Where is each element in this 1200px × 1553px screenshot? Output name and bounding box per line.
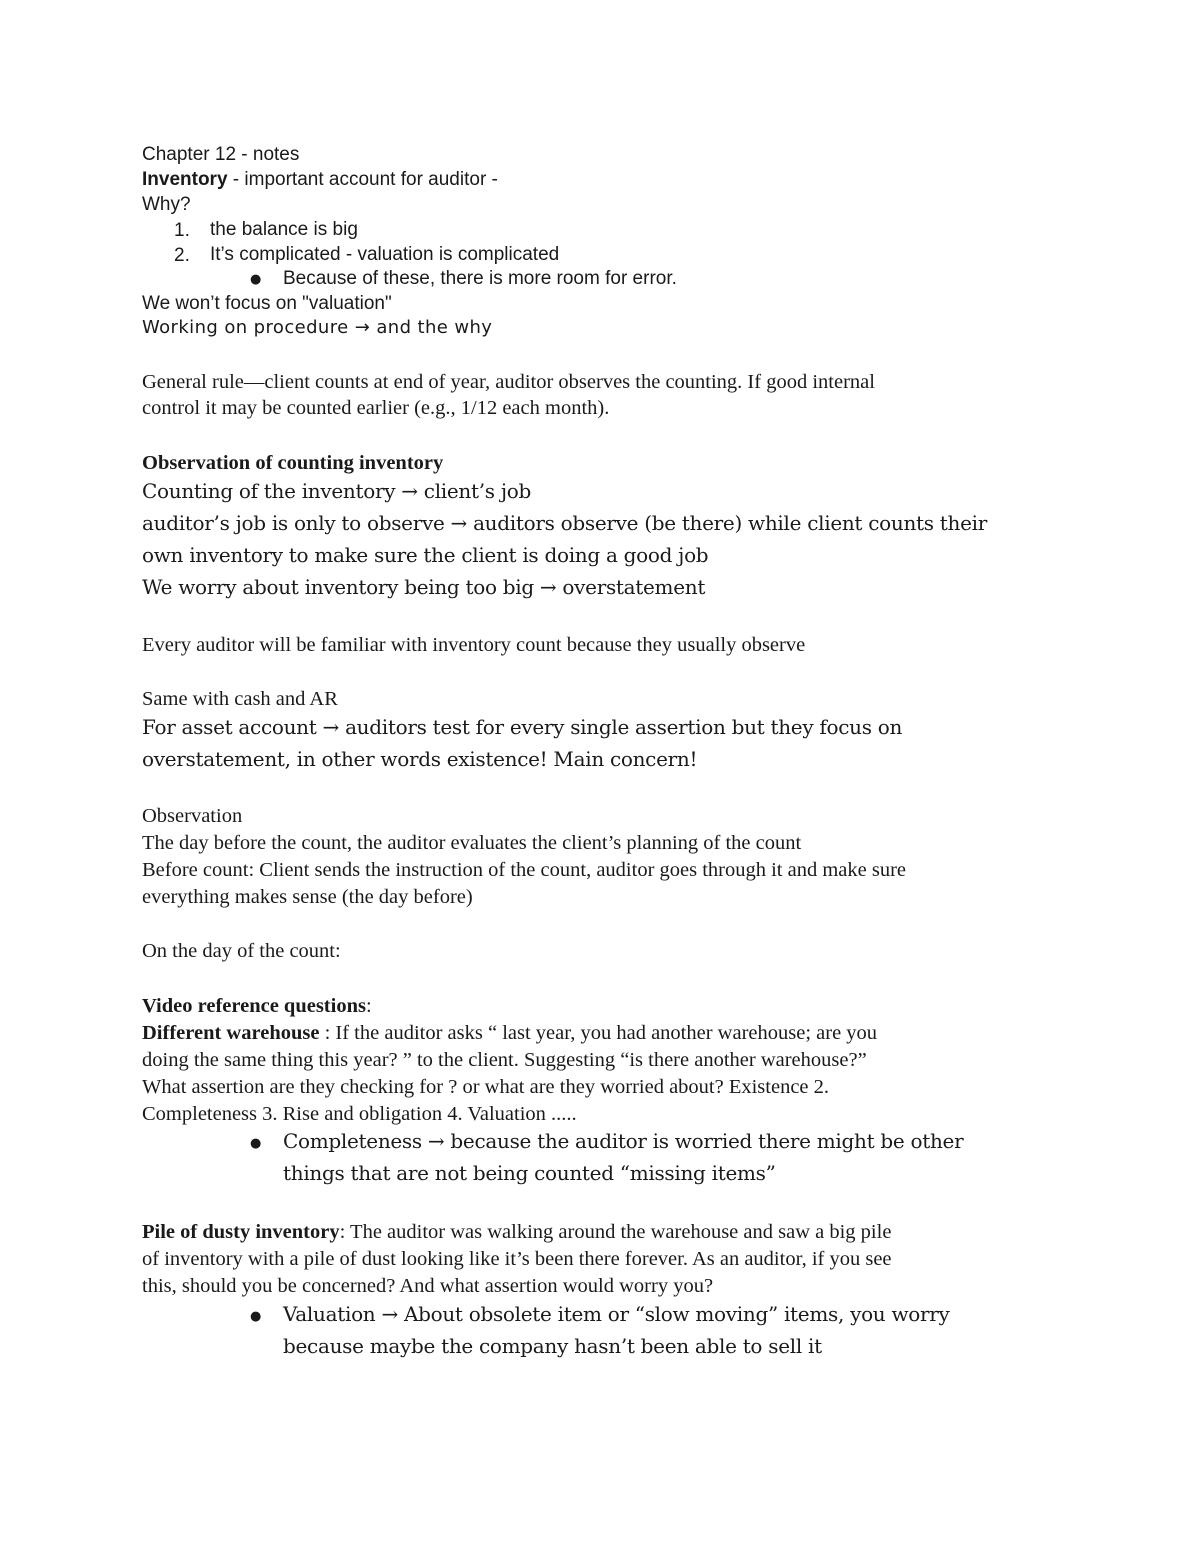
warehouse-text: : If the auditor asks “ last year, you had another warehouse; are you (319, 1022, 878, 1044)
inventory-rest: - important account for auditor - (227, 169, 498, 190)
dusty-line: of inventory with a pile of dust looking like it’s been there forever. As an auditor, if you see (142, 1248, 892, 1270)
note-line: For asset account → auditors test for every single assertion but they focus on (142, 715, 903, 739)
procedure-line: Working on procedure → and the why (142, 317, 493, 338)
warehouse-line: Completeness 3. Rise and obligation 4. Valuation ..... (142, 1103, 577, 1125)
dusty-line: this, should you be concerned? And what assertion would worry you? (142, 1275, 714, 1297)
bullet-icon: ● (250, 272, 262, 287)
answer-line: Valuation → About obsolete item or “slow moving” items, you worry (283, 1302, 950, 1326)
familiar-line: Every auditor will be familiar with inventory count because they usually observe (142, 634, 806, 656)
note-line: We worry about inventory being too big → overstatement (142, 575, 706, 599)
warehouse-line (142, 1023, 877, 1044)
observation-heading: Observation (142, 805, 243, 827)
list-item: the balance is big (210, 219, 358, 240)
answer-line: because maybe the company hasn’t been able to sell it (283, 1334, 822, 1358)
note-line: overstatement, in other words existence! Main concern! (142, 747, 698, 771)
answer-line: things that are not being counted “missing items” (283, 1161, 776, 1185)
general-rule-line: control it may be counted earlier (e.g., 1/12 each month). (142, 397, 610, 419)
day-of-count-line: On the day of the count: (142, 940, 341, 962)
list-number: 1. (174, 220, 190, 241)
section-heading: Observation of counting inventory (142, 452, 444, 474)
no-valuation-line: We won’t focus on "valuation" (142, 293, 392, 314)
inventory-line (142, 170, 498, 189)
video-heading-suffix: : (365, 995, 372, 1017)
list-number: 2. (174, 245, 190, 266)
inventory-bold: Inventory (142, 169, 228, 190)
note-line: own inventory to make sure the client is doing a good job (142, 543, 709, 567)
warehouse-line: doing the same thing this year? ” to the client. Suggesting “is there another warehouse?” (142, 1049, 867, 1071)
answer-line: Completeness → because the auditor is worried there might be other (283, 1129, 964, 1153)
note-line: Counting of the inventory → client’s job (142, 479, 531, 503)
observation-line: everything makes sense (the day before) (142, 886, 473, 908)
warehouse-bold: Different warehouse (142, 1022, 320, 1044)
bullet-icon: ● (250, 1309, 262, 1324)
why-line: Why? (142, 194, 191, 215)
video-heading: Video reference questions (142, 995, 366, 1017)
dusty-line (142, 1222, 891, 1243)
dusty-bold: Pile of dusty inventory (142, 1221, 340, 1243)
warehouse-line: What assertion are they checking for ? or what are they worried about? Existence 2. (142, 1076, 830, 1098)
same-cash-line: Same with cash and AR (142, 688, 338, 710)
note-line: auditor’s job is only to observe → auditors observe (be there) while client counts their (142, 511, 987, 535)
sub-bullet-text: Because of these, there is more room for error. (283, 268, 677, 289)
dusty-text: : The auditor was walking around the warehouse and saw a big pile (339, 1221, 892, 1243)
observation-line: Before count: Client sends the instruction of the count, auditor goes through it and make sure (142, 859, 907, 881)
page-title: Chapter 12 - notes (142, 144, 300, 165)
list-item: It’s complicated - valuation is complicated (210, 244, 560, 265)
general-rule-line: General rule—client counts at end of year, auditor observes the counting. If good internal (142, 371, 875, 393)
video-heading-line (142, 996, 372, 1017)
observation-line: The day before the count, the auditor evaluates the client’s planning of the count (142, 832, 802, 854)
bullet-icon: ● (250, 1136, 262, 1151)
